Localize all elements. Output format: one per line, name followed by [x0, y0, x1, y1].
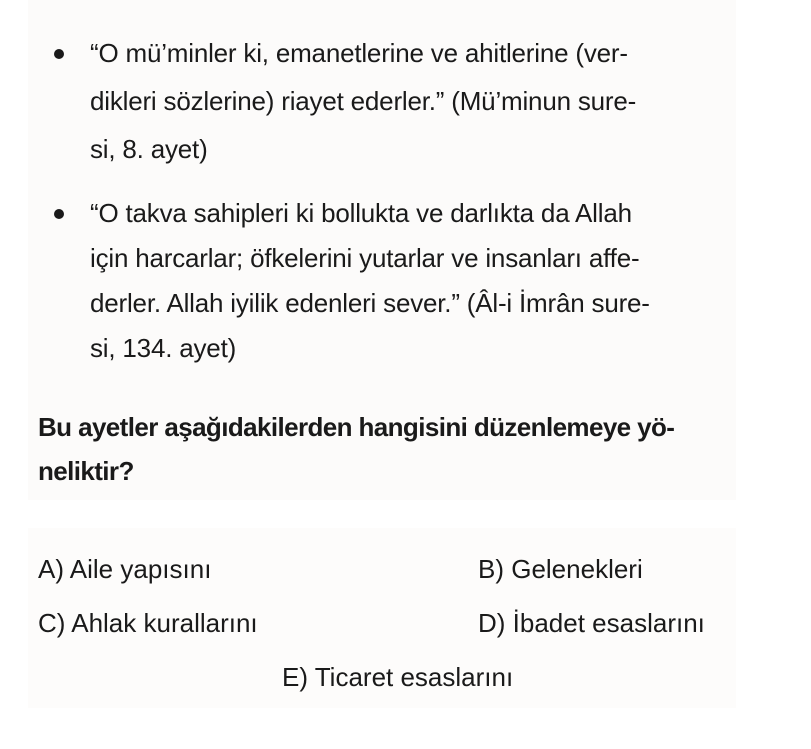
- option-d[interactable]: D) İbadet esaslarını: [478, 608, 705, 638]
- verse-2-line-1: “O takva sahipleri ki bollukta ve darlıkta da Allah: [90, 198, 632, 228]
- option-c[interactable]: C) Ahlak kurallarını: [38, 608, 258, 638]
- bullet-icon: [54, 49, 64, 59]
- verse-2-line-4: si, 134. ayet): [90, 333, 237, 363]
- verse-1-line-1: “O mü’minler ki, emanetlerine ve ahitlerine (ver-: [90, 38, 628, 68]
- option-e[interactable]: E) Ticaret esaslarını: [282, 662, 514, 692]
- verse-1-line-3: si, 8. ayet): [90, 134, 208, 164]
- verse-2-line-2: için harcarlar; öfkelerini yutarlar ve insanları affe-: [90, 243, 640, 273]
- option-b[interactable]: B) Gelenekleri: [478, 554, 643, 584]
- bullet-icon: [54, 209, 64, 219]
- verse-2-line-3: derler. Allah iyilik edenleri sever.” (Âl-i İmrân sure-: [90, 288, 650, 318]
- question-stem-line-1: Bu ayetler aşağıdakilerden hangisini düzenlemeye yö-: [38, 412, 675, 442]
- verse-1-line-2: dikleri sözlerine) riayet ederler.” (Mü’minun sure-: [90, 86, 637, 116]
- question-stem-line-2: neliktir?: [38, 456, 134, 486]
- option-a[interactable]: A) Aile yapısını: [38, 554, 212, 584]
